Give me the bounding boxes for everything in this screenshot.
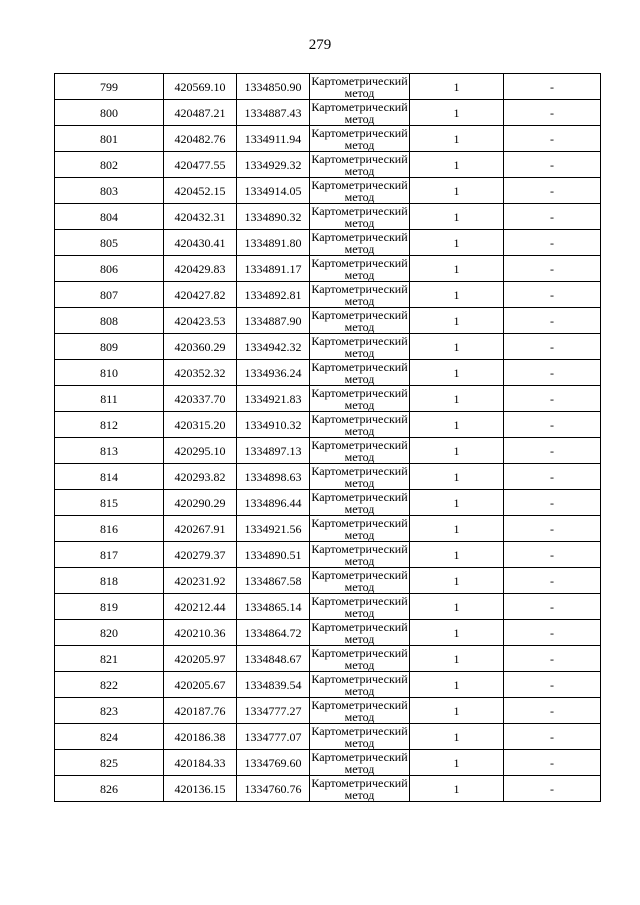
- table-row: [55, 334, 601, 360]
- table-row: [55, 152, 601, 178]
- method-line-2: метод: [344, 241, 375, 256]
- note-cell: -: [504, 620, 601, 646]
- coordinates-table: [54, 73, 601, 802]
- method-line-1: Картометрический: [311, 229, 408, 244]
- y-coordinate-cell: 1334892.81: [237, 282, 310, 308]
- method-line-2: метод: [344, 735, 375, 750]
- method-cell: [310, 750, 410, 776]
- y-coordinate-cell: 1334769.60: [237, 750, 310, 776]
- method-line-2: метод: [344, 553, 375, 568]
- y-coordinate-cell: 1334890.51: [237, 542, 310, 568]
- method-line-2: метод: [344, 345, 375, 360]
- coordinates-table-body: [55, 74, 601, 802]
- note-cell: -: [504, 516, 601, 542]
- method-cell: [310, 698, 410, 724]
- note-cell: -: [504, 230, 601, 256]
- method-cell: [310, 646, 410, 672]
- x-coordinate-cell: 420427.82: [164, 282, 237, 308]
- method-line-2: метод: [344, 709, 375, 724]
- method-line-1: Картометрический: [311, 775, 408, 790]
- method-line-2: метод: [344, 683, 375, 698]
- method-line-1: Картометрический: [311, 463, 408, 478]
- table-row: [55, 386, 601, 412]
- point-number-cell: 814: [55, 464, 164, 490]
- method-line-2: метод: [344, 631, 375, 646]
- method-line-1: Картометрический: [311, 697, 408, 712]
- x-coordinate-cell: 420477.55: [164, 152, 237, 178]
- point-number-cell: 824: [55, 724, 164, 750]
- method-line-1: Картометрический: [311, 411, 408, 426]
- method-line-2: метод: [344, 501, 375, 516]
- note-cell: -: [504, 256, 601, 282]
- y-coordinate-cell: 1334850.90: [237, 74, 310, 100]
- method-cell: [310, 204, 410, 230]
- point-number-cell: 804: [55, 204, 164, 230]
- method-cell: [310, 386, 410, 412]
- x-coordinate-cell: 420482.76: [164, 126, 237, 152]
- y-coordinate-cell: 1334891.17: [237, 256, 310, 282]
- accuracy-cell: 1: [410, 256, 504, 282]
- accuracy-cell: 1: [410, 308, 504, 334]
- note-cell: -: [504, 74, 601, 100]
- method-line-1: Картометрический: [311, 177, 408, 192]
- x-coordinate-cell: 420184.33: [164, 750, 237, 776]
- accuracy-cell: 1: [410, 464, 504, 490]
- table-row: [55, 256, 601, 282]
- method-line-1: Картометрический: [311, 567, 408, 582]
- point-number-cell: 810: [55, 360, 164, 386]
- note-cell: -: [504, 594, 601, 620]
- y-coordinate-cell: 1334929.32: [237, 152, 310, 178]
- method-line-1: Картометрический: [311, 645, 408, 660]
- table-row: [55, 724, 601, 750]
- table-row: [55, 360, 601, 386]
- method-cell: [310, 438, 410, 464]
- accuracy-cell: 1: [410, 74, 504, 100]
- note-cell: -: [504, 438, 601, 464]
- method-line-2: метод: [344, 319, 375, 334]
- method-line-2: метод: [344, 657, 375, 672]
- accuracy-cell: 1: [410, 750, 504, 776]
- table-row: [55, 594, 601, 620]
- note-cell: -: [504, 646, 601, 672]
- accuracy-cell: 1: [410, 490, 504, 516]
- point-number-cell: 802: [55, 152, 164, 178]
- note-cell: -: [504, 776, 601, 802]
- point-number-cell: 807: [55, 282, 164, 308]
- x-coordinate-cell: 420267.91: [164, 516, 237, 542]
- method-line-1: Картометрический: [311, 437, 408, 452]
- method-line-1: Картометрический: [311, 619, 408, 634]
- method-cell: [310, 178, 410, 204]
- accuracy-cell: 1: [410, 594, 504, 620]
- point-number-cell: 801: [55, 126, 164, 152]
- point-number-cell: 818: [55, 568, 164, 594]
- point-number-cell: 826: [55, 776, 164, 802]
- table-row: [55, 568, 601, 594]
- note-cell: -: [504, 386, 601, 412]
- method-line-2: метод: [344, 215, 375, 230]
- page-number: 279: [308, 37, 332, 53]
- x-coordinate-cell: 420205.67: [164, 672, 237, 698]
- accuracy-cell: 1: [410, 620, 504, 646]
- method-line-1: Картометрический: [311, 541, 408, 556]
- y-coordinate-cell: 1334897.13: [237, 438, 310, 464]
- note-cell: -: [504, 100, 601, 126]
- method-cell: [310, 568, 410, 594]
- method-cell: [310, 100, 410, 126]
- x-coordinate-cell: 420360.29: [164, 334, 237, 360]
- method-line-2: метод: [344, 163, 375, 178]
- accuracy-cell: 1: [410, 100, 504, 126]
- note-cell: -: [504, 282, 601, 308]
- method-line-2: метод: [344, 761, 375, 776]
- x-coordinate-cell: 420205.97: [164, 646, 237, 672]
- accuracy-cell: 1: [410, 204, 504, 230]
- method-line-2: метод: [344, 85, 375, 100]
- x-coordinate-cell: 420187.76: [164, 698, 237, 724]
- table-row: [55, 438, 601, 464]
- table-row: [55, 126, 601, 152]
- accuracy-cell: 1: [410, 724, 504, 750]
- method-cell: [310, 74, 410, 100]
- x-coordinate-cell: 420487.21: [164, 100, 237, 126]
- y-coordinate-cell: 1334839.54: [237, 672, 310, 698]
- method-cell: [310, 542, 410, 568]
- x-coordinate-cell: 420423.53: [164, 308, 237, 334]
- table-row: [55, 542, 601, 568]
- point-number-cell: 805: [55, 230, 164, 256]
- x-coordinate-cell: 420186.38: [164, 724, 237, 750]
- y-coordinate-cell: 1334914.05: [237, 178, 310, 204]
- method-line-2: метод: [344, 293, 375, 308]
- method-line-2: метод: [344, 423, 375, 438]
- method-line-1: Картометрический: [311, 671, 408, 686]
- accuracy-cell: 1: [410, 698, 504, 724]
- x-coordinate-cell: 420295.10: [164, 438, 237, 464]
- method-line-2: метод: [344, 449, 375, 464]
- method-line-2: метод: [344, 111, 375, 126]
- method-line-2: метод: [344, 475, 375, 490]
- method-cell: [310, 724, 410, 750]
- method-line-1: Картометрический: [311, 255, 408, 270]
- point-number-cell: 817: [55, 542, 164, 568]
- y-coordinate-cell: 1334921.83: [237, 386, 310, 412]
- point-number-cell: 815: [55, 490, 164, 516]
- point-number-cell: 813: [55, 438, 164, 464]
- y-coordinate-cell: 1334911.94: [237, 126, 310, 152]
- accuracy-cell: 1: [410, 412, 504, 438]
- x-coordinate-cell: 420136.15: [164, 776, 237, 802]
- method-line-2: метод: [344, 189, 375, 204]
- point-number-cell: 806: [55, 256, 164, 282]
- point-number-cell: 820: [55, 620, 164, 646]
- accuracy-cell: 1: [410, 568, 504, 594]
- method-line-1: Картометрический: [311, 307, 408, 322]
- point-number-cell: 808: [55, 308, 164, 334]
- method-line-2: метод: [344, 787, 375, 802]
- table-row: [55, 776, 601, 802]
- method-cell: [310, 594, 410, 620]
- method-line-2: метод: [344, 371, 375, 386]
- y-coordinate-cell: 1334848.67: [237, 646, 310, 672]
- point-number-cell: 822: [55, 672, 164, 698]
- method-cell: [310, 672, 410, 698]
- note-cell: -: [504, 750, 601, 776]
- accuracy-cell: 1: [410, 334, 504, 360]
- x-coordinate-cell: 420452.15: [164, 178, 237, 204]
- method-line-1: Картометрический: [311, 385, 408, 400]
- table-row: [55, 516, 601, 542]
- note-cell: -: [504, 334, 601, 360]
- table-row: [55, 178, 601, 204]
- x-coordinate-cell: 420352.32: [164, 360, 237, 386]
- method-line-2: метод: [344, 527, 375, 542]
- accuracy-cell: 1: [410, 542, 504, 568]
- note-cell: -: [504, 698, 601, 724]
- x-coordinate-cell: 420430.41: [164, 230, 237, 256]
- note-cell: -: [504, 568, 601, 594]
- method-line-1: Картометрический: [311, 749, 408, 764]
- method-line-2: метод: [344, 397, 375, 412]
- table-row: [55, 750, 601, 776]
- y-coordinate-cell: 1334864.72: [237, 620, 310, 646]
- x-coordinate-cell: 420293.82: [164, 464, 237, 490]
- method-cell: [310, 464, 410, 490]
- y-coordinate-cell: 1334865.14: [237, 594, 310, 620]
- method-cell: [310, 620, 410, 646]
- method-cell: [310, 334, 410, 360]
- method-line-1: Картометрический: [311, 359, 408, 374]
- note-cell: -: [504, 542, 601, 568]
- x-coordinate-cell: 420290.29: [164, 490, 237, 516]
- method-line-1: Картометрический: [311, 125, 408, 140]
- point-number-cell: 819: [55, 594, 164, 620]
- method-cell: [310, 152, 410, 178]
- x-coordinate-cell: 420279.37: [164, 542, 237, 568]
- table-row: [55, 490, 601, 516]
- accuracy-cell: 1: [410, 386, 504, 412]
- method-line-1: Картометрический: [311, 515, 408, 530]
- note-cell: -: [504, 464, 601, 490]
- point-number-cell: 823: [55, 698, 164, 724]
- note-cell: -: [504, 178, 601, 204]
- note-cell: -: [504, 412, 601, 438]
- method-line-1: Картометрический: [311, 151, 408, 166]
- table-row: [55, 412, 601, 438]
- table-row: [55, 308, 601, 334]
- method-cell: [310, 256, 410, 282]
- method-cell: [310, 516, 410, 542]
- method-line-1: Картометрический: [311, 73, 408, 88]
- y-coordinate-cell: 1334891.80: [237, 230, 310, 256]
- method-line-1: Картометрический: [311, 723, 408, 738]
- method-line-1: Картометрический: [311, 203, 408, 218]
- table-row: [55, 620, 601, 646]
- point-number-cell: 816: [55, 516, 164, 542]
- point-number-cell: 811: [55, 386, 164, 412]
- point-number-cell: 803: [55, 178, 164, 204]
- method-cell: [310, 490, 410, 516]
- point-number-cell: 812: [55, 412, 164, 438]
- method-cell: [310, 126, 410, 152]
- note-cell: -: [504, 152, 601, 178]
- point-number-cell: 821: [55, 646, 164, 672]
- y-coordinate-cell: 1334777.07: [237, 724, 310, 750]
- accuracy-cell: 1: [410, 126, 504, 152]
- note-cell: -: [504, 360, 601, 386]
- accuracy-cell: 1: [410, 438, 504, 464]
- method-line-1: Картометрический: [311, 333, 408, 348]
- y-coordinate-cell: 1334890.32: [237, 204, 310, 230]
- point-number-cell: 809: [55, 334, 164, 360]
- y-coordinate-cell: 1334898.63: [237, 464, 310, 490]
- x-coordinate-cell: 420337.70: [164, 386, 237, 412]
- note-cell: -: [504, 724, 601, 750]
- x-coordinate-cell: 420432.31: [164, 204, 237, 230]
- y-coordinate-cell: 1334910.32: [237, 412, 310, 438]
- method-line-1: Картометрический: [311, 281, 408, 296]
- y-coordinate-cell: 1334887.43: [237, 100, 310, 126]
- method-line-2: метод: [344, 267, 375, 282]
- table-row: [55, 230, 601, 256]
- x-coordinate-cell: 420231.92: [164, 568, 237, 594]
- table-row: [55, 464, 601, 490]
- x-coordinate-cell: 420569.10: [164, 74, 237, 100]
- y-coordinate-cell: 1334921.56: [237, 516, 310, 542]
- table-row: [55, 204, 601, 230]
- y-coordinate-cell: 1334896.44: [237, 490, 310, 516]
- note-cell: -: [504, 672, 601, 698]
- accuracy-cell: 1: [410, 672, 504, 698]
- accuracy-cell: 1: [410, 516, 504, 542]
- note-cell: -: [504, 490, 601, 516]
- method-cell: [310, 360, 410, 386]
- note-cell: -: [504, 126, 601, 152]
- point-number-cell: 800: [55, 100, 164, 126]
- table-row: [55, 282, 601, 308]
- accuracy-cell: 1: [410, 776, 504, 802]
- table-row: [55, 698, 601, 724]
- x-coordinate-cell: 420212.44: [164, 594, 237, 620]
- y-coordinate-cell: 1334867.58: [237, 568, 310, 594]
- method-line-1: Картометрический: [311, 489, 408, 504]
- accuracy-cell: 1: [410, 178, 504, 204]
- method-cell: [310, 230, 410, 256]
- point-number-cell: 799: [55, 74, 164, 100]
- y-coordinate-cell: 1334936.24: [237, 360, 310, 386]
- method-line-2: метод: [344, 579, 375, 594]
- accuracy-cell: 1: [410, 230, 504, 256]
- accuracy-cell: 1: [410, 360, 504, 386]
- method-line-2: метод: [344, 137, 375, 152]
- method-line-2: метод: [344, 605, 375, 620]
- y-coordinate-cell: 1334887.90: [237, 308, 310, 334]
- y-coordinate-cell: 1334942.32: [237, 334, 310, 360]
- table-row: [55, 672, 601, 698]
- accuracy-cell: 1: [410, 646, 504, 672]
- accuracy-cell: 1: [410, 152, 504, 178]
- table-row: [55, 74, 601, 100]
- accuracy-cell: 1: [410, 282, 504, 308]
- note-cell: -: [504, 308, 601, 334]
- point-number-cell: 825: [55, 750, 164, 776]
- method-line-1: Картометрический: [311, 99, 408, 114]
- method-cell: [310, 412, 410, 438]
- x-coordinate-cell: 420315.20: [164, 412, 237, 438]
- method-cell: [310, 776, 410, 802]
- method-cell: [310, 282, 410, 308]
- x-coordinate-cell: 420210.36: [164, 620, 237, 646]
- method-cell: [310, 308, 410, 334]
- table-row: [55, 646, 601, 672]
- note-cell: -: [504, 204, 601, 230]
- x-coordinate-cell: 420429.83: [164, 256, 237, 282]
- method-line-1: Картометрический: [311, 593, 408, 608]
- y-coordinate-cell: 1334760.76: [237, 776, 310, 802]
- table-row: [55, 100, 601, 126]
- y-coordinate-cell: 1334777.27: [237, 698, 310, 724]
